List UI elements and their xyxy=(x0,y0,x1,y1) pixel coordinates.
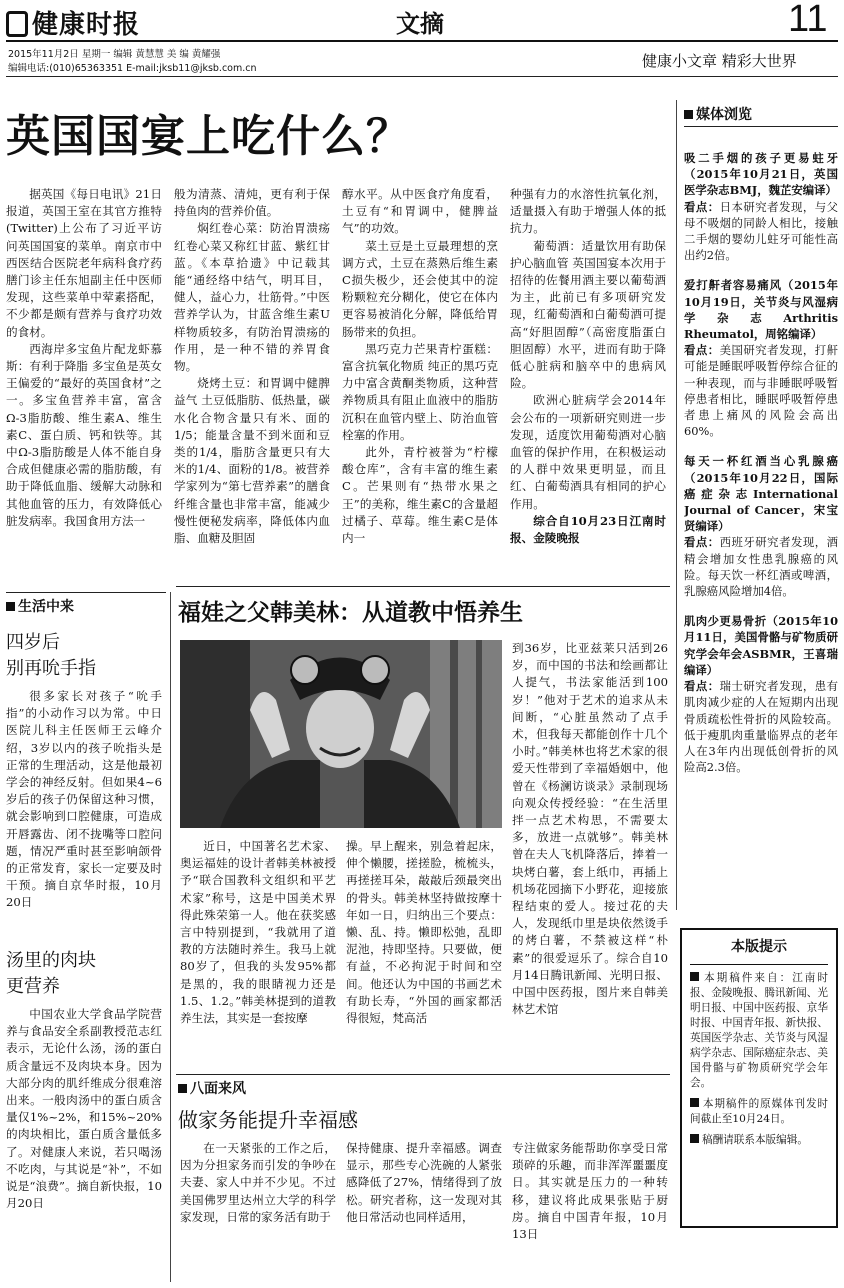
page-number: 11 xyxy=(788,0,828,40)
feature-top-rule xyxy=(176,586,670,587)
media-column-header: 媒体浏览 xyxy=(684,104,752,124)
square-bullet-icon xyxy=(690,972,699,981)
main-article-col-4: 种强有力的水溶性抗氧化剂，适量摄入有助于增强人体的抵抗力。 葡萄酒：适量饮用有助保护心脑血管 英国国宴本次用于招待的佐餐用酒主要以葡萄酒为主，此前已有多项研究发现，红葡萄酒和白葡萄酒可提高“好胆固醇”（高密度脂蛋白胆固醇）水平，进而有助于降低心脏病和脑卒中的患病风险。 欧洲心脏病学会2014年会公布的一项新研究则进一步发现，适度饮用葡萄酒对心脑血管的保护作用，在积极运动的人群中效果更明显，而且红、白葡萄酒具有相同的护心作用。 综合自10月23日江南时报、金陵晚报 xyxy=(510,187,666,546)
section-title: 文摘 xyxy=(396,10,444,38)
main-article-col-2: 般为清蒸、清炖，更有利于保持鱼肉的营养价值。 焖红卷心菜：防治胃溃疡 红卷心菜又称红甘蓝、紫红甘蓝。《本草拾遗》中记载其能“通经络中结气，明耳目，健人，益心力，壮筋骨。”中医营养学认为，甘蓝含维生素U样物质较多，有防治胃溃疡的作用，是一种不错的养胃食物。 烧烤土豆：和胃调中健脾益气 土豆低脂肪、低热量，碳水化合物含量只有米、面的1/5；能量含量不到米面和豆类的1/4，脂肪含量更只有大米的1/4、面粉的1/8。被营养学家列为“第七营养素”的膳食纤维含量也非常丰富，能减少慢性便秘发病率，降低体内血脂、血糖及胆固 xyxy=(174,187,330,546)
masthead xyxy=(0,0,844,80)
life-section-header: 生活中来 xyxy=(6,596,74,616)
media-column-body xyxy=(684,150,838,910)
masthead-rule xyxy=(6,40,838,42)
info-line-1: 2015年11月2日 星期一 编辑 黄慧慧 美 编 黄耀强 xyxy=(8,49,221,60)
media-item: 吸二手烟的孩子更易蛀牙（2015年10月21日，英国医学杂志BMJ，魏芷安编译） 看点：日本研究者发现，与父母不吸烟的同龄人相比，接触二手烟的婴幼儿蛀牙可能性高出约2倍。 xyxy=(684,151,838,263)
logo: 健康时报 xyxy=(6,4,186,38)
life-section-top-rule xyxy=(6,592,166,593)
logo-mark-icon xyxy=(6,11,28,37)
media-item: 肌肉少更易骨折（2015年10月11日，美国骨骼与矿物质研究学会年会ASBMR，王喜瑞编译） 看点：瑞士研究者发现，患有肌肉减少症的人在短期内出现骨质疏松性骨折的风险较高。低于瘦肌肉重量临界点的老年人在3年内出现低创骨折的风险高2.3倍。 xyxy=(684,614,838,775)
wind-col-3: 专注做家务能帮助你享受日常琐碎的乐趣，而非浑浑噩噩度日。其实就是压力的一种转移，建议将此成果张贴于厨房。摘自中国青年报，10月13日 xyxy=(512,1141,668,1242)
media-item: 每天一杯红酒当心乳腺癌（2015年10月22日，国际癌症杂志International Journal of Cancer，宋宝贤编译） 看点：西班牙研究者发现，酒精会增加女性患乳腺癌的风险。每天饮一杯红酒或啤酒，乳腺癌风险增加4倍。 xyxy=(684,454,838,599)
square-bullet-icon xyxy=(178,1084,187,1093)
media-column-divider xyxy=(676,100,677,910)
left-column-divider xyxy=(170,592,171,1282)
square-bullet-icon xyxy=(6,602,15,611)
wind-section-top-rule xyxy=(176,1074,670,1075)
feature-bottom-col-2: 操。早上醒来，别急着起床，伸个懒腰，搓搓脸，梳梳头，再搓搓耳朵，敲敲后颈最突出的骨头。韩美林坚持做按摩十年如一日，归纳出三个要点：懒、乱、持。懒即松弛，乱即泥池，持即坚持。只要做，便有益，不必拘泥于时间和空间。他还认为中国的书画艺术有助长寿，“外国的画家都活得很短，梵高活 xyxy=(346,839,502,1026)
main-article-col-1: 据英国《每日电讯》21日报道，英国王室在其官方推特(Twitter)上公布了习近平访问英国国宴的菜单。南京市中西医结合医院老年病科食疗药膳门诊主任东旭副主任中医师发现，这些菜单中荤素搭配，不少都是颇有营养与食疗功效的食材。 西海岸多宝鱼片配龙虾慕斯：有利于降脂 多宝鱼是英女王偏爱的“最好的英国食材”之一。多宝鱼营养丰富，富含Ω-3脂肪酸、维生素A、维生素C、蛋白质、钙和铁等。其中Ω-3脂肪酸是人体不能自身合成但健康必需的脂肪酸，有助于降低血脂、缓解大动脉和其他血管的压力，有效降低心脏发病率。我国食用方法一 xyxy=(6,187,162,528)
square-bullet-icon xyxy=(690,1098,699,1107)
notice-box-body: 本期稿件来自：江南时报、金陵晚报、腾讯新闻、光明日报、中国中医药报、京华时报、中国青年报、新快报、英国医学杂志、关节炎与风湿病学杂志、国际癌症杂志、美国骨骼与矿物质研究学会年会。 本期稿件的原媒体刊发时间截止至10月24日。 稿酬请联系本版编辑。 xyxy=(690,972,828,1146)
media-header-rule xyxy=(684,126,838,127)
life-article-1-body: 很多家长对孩子“吮手指”的小动作习以为常。中日医院儿科主任医师王云峰介绍，3岁以内的孩子吮指头是正常的生理活动，这是他最初学会的神经反射。但如果4~6岁后的孩子仍保留这种习惯，就会影响到口腔健康，可造成开唇露齿、闭不拢嘴等口腔问题，情况严重时甚至影响颌骨的正常发育，家长一定要及时干预。摘自京华时报，10月20日 xyxy=(6,689,162,910)
wind-headline: 做家务能提升幸福感 xyxy=(178,1108,358,1132)
wind-col-2: 保持健康、提升幸福感。调查显示，那些专心洗碗的人紧张感降低了27%，情绪得到了放松。研究者称，这一发现对其他日常活动也同样适用， xyxy=(346,1141,502,1224)
square-bullet-icon xyxy=(690,1134,699,1143)
notice-box-rule xyxy=(690,964,828,965)
masthead-bottom-rule xyxy=(6,76,838,77)
info-line-2: 编辑电话:(010)65363351 E-mail:jksb11@jksb.com.cn xyxy=(8,63,257,74)
feature-right-text: 到36岁，比亚兹莱只活到26岁，而中国的书法和绘画都让人提气，书法家能活到100岁！”他对于艺术的追求从未间断，“心脏虽然动了点手术，但我每天都能创作十几个小时。”韩美林也将艺术家的很爱天性带到了幸福婚姻中，他曾在《杨澜访谈录》录制现场向观众传授经验：“在生活里拌一点艺术构思，不需要太多，放进一点就够”。韩美林曾在夫人飞机降落后，捧着一块烤白薯，套上纸巾，再插上机场花园摘下小野花，迎接旅程结束的爱人。接过花的夫人，发现纸巾里是块依然烫手的烤白薯，不禁被这样“朴素”的很爱逗乐了。综合自10月14日腾讯新闻、光明日报、中国中医药报，图片来自韩美林艺术馆 xyxy=(512,641,668,1017)
portrait-photo-icon xyxy=(180,640,502,828)
life-article-1-title: 四岁后 别再吮手指 xyxy=(6,632,96,679)
notice-box-title: 本版提示 xyxy=(731,939,787,955)
feature-photo xyxy=(180,640,502,828)
slogan: 健康小文章 精彩大世界 xyxy=(642,52,797,70)
notice-box xyxy=(680,928,838,1228)
wind-col-1: 在一天紧张的工作之后，因为分担家务而引发的争吵在夫妻、家人中并不少见。不过美国佛罗里达州立大学的科学家发现，日常的家务活有助于 xyxy=(180,1141,336,1224)
life-article-2-body: 中国农业大学食品学院营养与食品安全系副教授范志红表示，无论什么汤，汤的蛋白质含量远不及肉块本身。因为大部分肉的肌纤维成分很难溶出来。一般肉汤中的蛋白质含量仅1%~2%，和15%~20%的肉块相比，蛋白质含量低多了。对健康人来说，若只喝汤不吃肉，与其说是“补”，不如说是“浪费”。摘自新快报，10月20日 xyxy=(6,1007,162,1211)
feature-bottom-col-1: 近日，中国著名艺术家、奥运福娃的设计者韩美林被授予“联合国教科文组织和平艺术家”称号，这是中国美术界得此殊荣第一人。他在获奖感言中特别提到，“我就用了道教的方法随时养生。我马上就80岁了，但我的头发95%都是黑的，我的眼睛视力还是1.5、1.2。”韩美林提到的道教养生法，其实是一套按摩 xyxy=(180,839,336,1026)
main-article-col-3: 醇水平。从中医食疗角度看，土豆有“和胃调中，健脾益气”的功效。 菜土豆是土豆最理想的烹调方式，土豆在蒸熟后维生素C损失极少，还会使其中的淀粉颗粒充分糊化，使它在体内更容易被消化分解，降低给胃肠带来的负担。 黑巧克力芒果青柠蛋糕：富含抗氧化物质 纯正的黑巧克力中富含黄酮类物质，这种营养物质具有阻止血液中的脂肪沉积在血管内壁上、防治血管栓塞的作用。 此外，青柠被誉为“柠檬酸仓库”，含有丰富的维生素C。芒果则有“热带水果之王”的美称，维生素C的含量超过橘子、草莓。维生素C是体内一 xyxy=(342,187,498,546)
life-article-2-title: 汤里的肉块 更营养 xyxy=(6,950,96,997)
wind-section-header: 八面来风 xyxy=(178,1078,246,1098)
feature-headline: 福娃之父韩美林：从道教中悟养生 xyxy=(178,600,523,626)
media-item: 爱打鼾者容易痛风（2015年10月19日，关节炎与风湿病学杂志Arthritis Rheumatol，周铭编译） 看点：美国研究者发现，打鼾可能是睡眠呼吸暂停综合征的一种表现，而与非睡眠呼吸暂停患者相比，睡眠呼吸暂停患者患上痛风的风险会高出60%。 xyxy=(684,278,838,439)
main-headline: 英国国宴上吃什么？ xyxy=(6,111,411,162)
square-bullet-icon xyxy=(684,110,693,119)
